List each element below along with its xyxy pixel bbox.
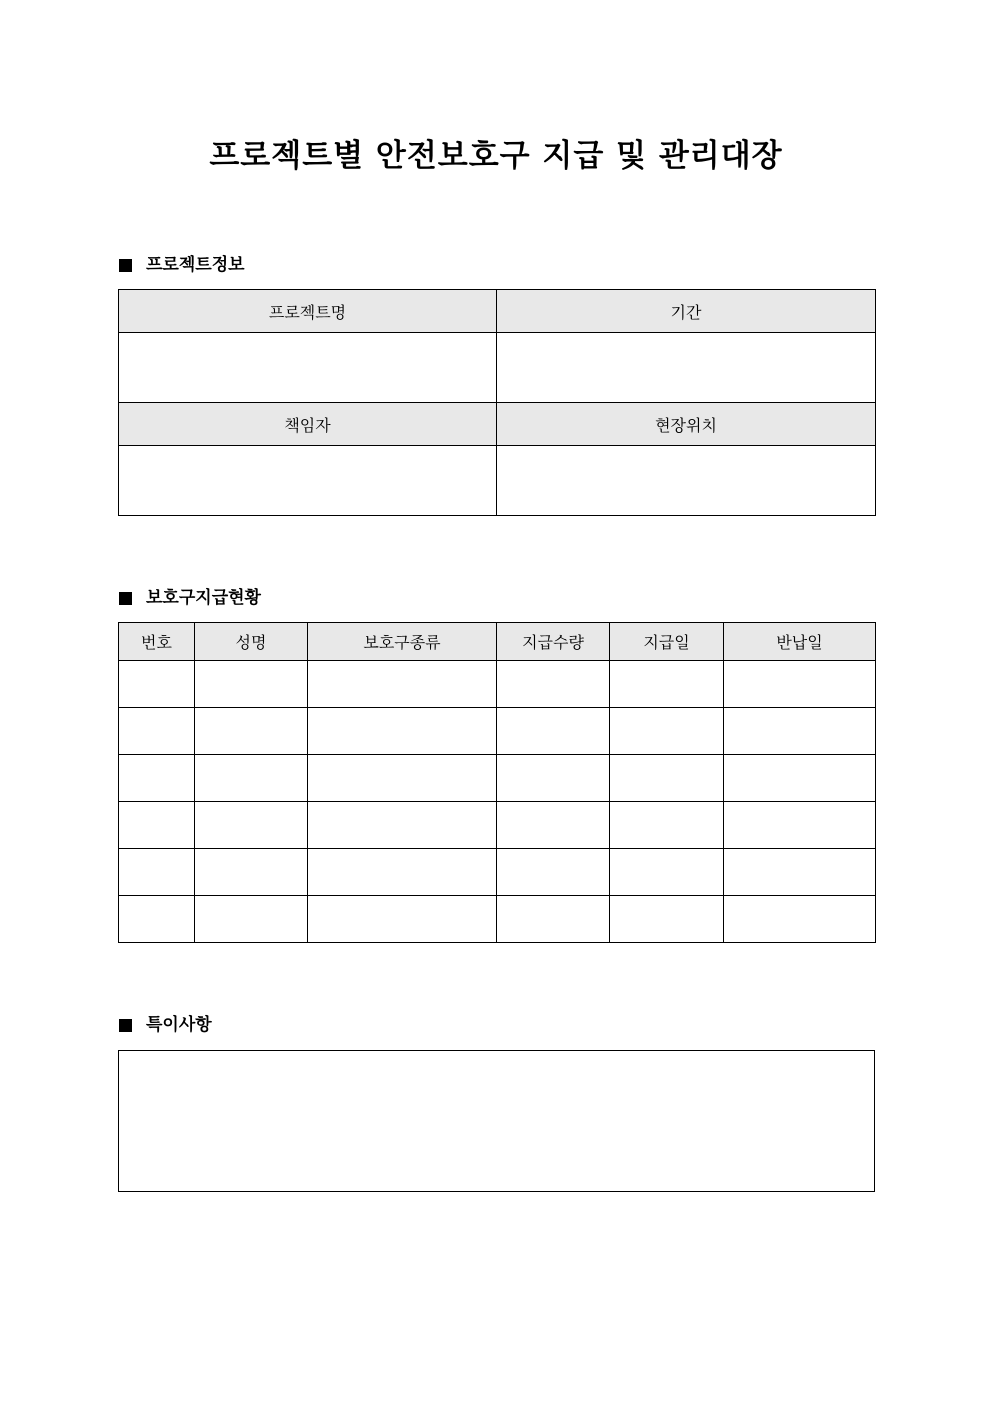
- section-heading-notes: [119, 1013, 212, 1037]
- table-cell[interactable]: [308, 661, 497, 708]
- square-bullet-icon: [119, 1019, 132, 1032]
- table-cell[interactable]: [119, 708, 195, 755]
- table-row: [119, 802, 876, 849]
- table-cell[interactable]: [119, 896, 195, 943]
- table-cell[interactable]: [195, 849, 308, 896]
- column-header-number: 번호: [119, 623, 195, 661]
- table-cell[interactable]: [497, 661, 610, 708]
- column-header-name: 성명: [195, 623, 308, 661]
- table-row: [119, 708, 876, 755]
- table-cell[interactable]: [195, 896, 308, 943]
- column-header-issue-date: 지급일: [610, 623, 724, 661]
- supply-status-table: [118, 622, 876, 943]
- section-heading-label: 보호구지급현황: [146, 588, 261, 608]
- table-cell[interactable]: [119, 661, 195, 708]
- table-cell[interactable]: [195, 755, 308, 802]
- manager-value[interactable]: [119, 446, 497, 516]
- section-heading-label: 프로젝트정보: [146, 255, 245, 275]
- manager-label: 책임자: [119, 403, 497, 446]
- table-cell[interactable]: [610, 755, 724, 802]
- period-value[interactable]: [497, 333, 876, 403]
- project-name-label: 프로젝트명: [119, 290, 497, 333]
- table-cell[interactable]: [119, 802, 195, 849]
- table-cell[interactable]: [724, 661, 876, 708]
- table-cell[interactable]: [610, 708, 724, 755]
- table-cell[interactable]: [724, 708, 876, 755]
- site-location-value[interactable]: [497, 446, 876, 516]
- period-label: 기간: [497, 290, 876, 333]
- document-title: 프로젝트별 안전보호구 지급 및 관리대장: [209, 138, 783, 174]
- column-header-return-date: 반납일: [724, 623, 876, 661]
- table-cell[interactable]: [308, 755, 497, 802]
- table-cell[interactable]: [497, 708, 610, 755]
- table-cell[interactable]: [610, 849, 724, 896]
- table-cell[interactable]: [308, 802, 497, 849]
- table-cell[interactable]: [119, 849, 195, 896]
- table-cell[interactable]: [497, 896, 610, 943]
- notes-box[interactable]: [118, 1050, 875, 1192]
- table-cell[interactable]: [119, 755, 195, 802]
- section-heading-label: 특이사항: [146, 1015, 212, 1035]
- table-cell[interactable]: [195, 802, 308, 849]
- table-cell[interactable]: [497, 802, 610, 849]
- table-cell[interactable]: [724, 849, 876, 896]
- table-cell[interactable]: [610, 896, 724, 943]
- project-info-table: [118, 289, 876, 516]
- table-cell[interactable]: [195, 661, 308, 708]
- table-row: [119, 896, 876, 943]
- square-bullet-icon: [119, 592, 132, 605]
- table-cell[interactable]: [497, 755, 610, 802]
- square-bullet-icon: [119, 259, 132, 272]
- table-cell[interactable]: [308, 896, 497, 943]
- table-cell[interactable]: [610, 661, 724, 708]
- project-name-value[interactable]: [119, 333, 497, 403]
- section-heading-project-info: [119, 253, 245, 277]
- table-row: [119, 755, 876, 802]
- table-cell[interactable]: [724, 802, 876, 849]
- table-cell[interactable]: [724, 896, 876, 943]
- table-cell[interactable]: [724, 755, 876, 802]
- column-header-equipment-type: 보호구종류: [308, 623, 497, 661]
- site-location-label: 현장위치: [497, 403, 876, 446]
- table-cell[interactable]: [308, 849, 497, 896]
- table-cell[interactable]: [610, 802, 724, 849]
- column-header-quantity: 지급수량: [497, 623, 610, 661]
- table-cell[interactable]: [308, 708, 497, 755]
- table-row: [119, 849, 876, 896]
- table-row: [119, 661, 876, 708]
- table-cell[interactable]: [497, 849, 610, 896]
- table-cell[interactable]: [195, 708, 308, 755]
- section-heading-supply-status: [119, 586, 261, 610]
